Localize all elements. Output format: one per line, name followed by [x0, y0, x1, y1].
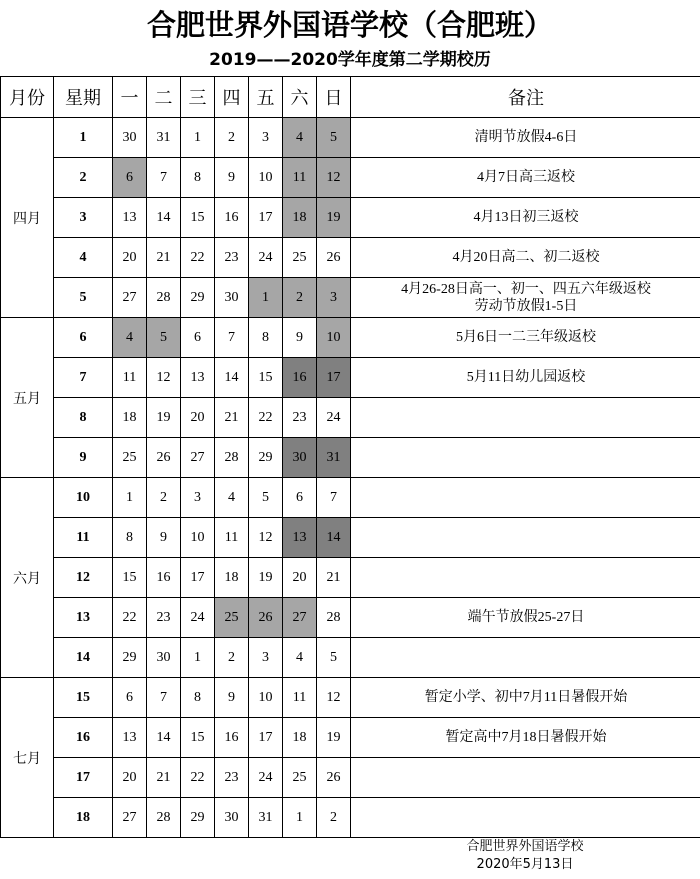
day-cell: 26	[317, 758, 351, 798]
week-number: 1	[54, 118, 113, 158]
day-cell: 4	[283, 638, 317, 678]
month-label: 七月	[1, 678, 54, 838]
day-cell: 24	[317, 398, 351, 438]
note-line: 4月13日初三返校	[351, 209, 700, 226]
week-header: 星期	[54, 77, 113, 118]
week-number: 17	[54, 758, 113, 798]
day-cell: 8	[113, 518, 147, 558]
week-row	[1, 198, 700, 238]
day-cell: 13	[113, 718, 147, 758]
day-cell: 21	[215, 398, 249, 438]
day-cell: 25	[283, 758, 317, 798]
week-row	[1, 558, 700, 598]
day-cell: 29	[113, 638, 147, 678]
day-cell: 8	[181, 158, 215, 198]
note-cell	[351, 318, 700, 358]
month-label: 四月	[1, 118, 54, 318]
day-cell: 23	[215, 238, 249, 278]
calendar-table	[0, 76, 700, 838]
day-cell: 31	[317, 438, 351, 478]
day-cell: 21	[147, 758, 181, 798]
week-row	[1, 158, 700, 198]
day-cell: 27	[181, 438, 215, 478]
note-cell	[351, 718, 700, 758]
day-cell: 25	[215, 598, 249, 638]
day-cell: 7	[215, 318, 249, 358]
day-cell: 3	[249, 118, 283, 158]
day-cell: 15	[181, 718, 215, 758]
day-cell: 20	[283, 558, 317, 598]
day-cell: 23	[283, 398, 317, 438]
day-cell: 14	[215, 358, 249, 398]
day-cell: 13	[113, 198, 147, 238]
day-cell: 23	[215, 758, 249, 798]
footer-date: 2020年5月13日	[350, 856, 700, 874]
day-cell: 22	[113, 598, 147, 638]
day-cell: 31	[147, 118, 181, 158]
week-number: 7	[54, 358, 113, 398]
week-row	[1, 518, 700, 558]
note-cell	[351, 558, 700, 598]
note-cell	[351, 758, 700, 798]
day-cell: 9	[147, 518, 181, 558]
day-cell: 18	[283, 718, 317, 758]
day-cell: 10	[317, 318, 351, 358]
day-header-thu: 四	[215, 77, 249, 118]
day-cell: 18	[283, 198, 317, 238]
day-cell: 23	[147, 598, 181, 638]
day-cell: 12	[147, 358, 181, 398]
day-cell: 7	[147, 158, 181, 198]
week-number: 18	[54, 798, 113, 838]
day-cell: 2	[215, 638, 249, 678]
week-number: 11	[54, 518, 113, 558]
note-cell	[351, 238, 700, 278]
day-cell: 19	[147, 398, 181, 438]
day-cell: 21	[317, 558, 351, 598]
day-cell: 25	[113, 438, 147, 478]
week-row	[1, 598, 700, 638]
day-cell: 26	[317, 238, 351, 278]
day-cell: 28	[147, 278, 181, 318]
week-number: 6	[54, 318, 113, 358]
day-cell: 16	[283, 358, 317, 398]
day-cell: 9	[215, 678, 249, 718]
week-number: 3	[54, 198, 113, 238]
day-cell: 4	[283, 118, 317, 158]
day-cell: 29	[249, 438, 283, 478]
day-cell: 18	[215, 558, 249, 598]
footer-school: 合肥世界外国语学校	[350, 838, 700, 856]
day-cell: 5	[249, 478, 283, 518]
week-number: 2	[54, 158, 113, 198]
week-row	[1, 398, 700, 438]
day-cell: 22	[181, 758, 215, 798]
day-cell: 2	[317, 798, 351, 838]
day-cell: 14	[317, 518, 351, 558]
day-cell: 9	[215, 158, 249, 198]
note-cell	[351, 158, 700, 198]
note-line: 端午节放假25-27日	[351, 609, 700, 626]
day-cell: 17	[249, 718, 283, 758]
day-cell: 30	[113, 118, 147, 158]
day-cell: 26	[147, 438, 181, 478]
week-row	[1, 798, 700, 838]
day-cell: 11	[283, 678, 317, 718]
day-cell: 6	[113, 678, 147, 718]
day-cell: 27	[113, 798, 147, 838]
day-cell: 28	[215, 438, 249, 478]
day-cell: 30	[215, 798, 249, 838]
day-cell: 4	[113, 318, 147, 358]
day-cell: 22	[181, 238, 215, 278]
week-row	[1, 438, 700, 478]
day-cell: 17	[317, 358, 351, 398]
day-cell: 29	[181, 278, 215, 318]
day-cell: 4	[215, 478, 249, 518]
day-cell: 17	[249, 198, 283, 238]
note-cell	[351, 598, 700, 638]
day-cell: 19	[317, 718, 351, 758]
week-row	[1, 638, 700, 678]
note-cell	[351, 518, 700, 558]
day-cell: 24	[249, 238, 283, 278]
note-line: 5月6日一二三年级返校	[351, 329, 700, 346]
week-number: 4	[54, 238, 113, 278]
day-cell: 24	[249, 758, 283, 798]
week-row	[1, 758, 700, 798]
day-cell: 11	[113, 358, 147, 398]
header-row	[1, 77, 700, 118]
day-cell: 10	[249, 678, 283, 718]
day-header-sat: 六	[283, 77, 317, 118]
day-cell: 1	[283, 798, 317, 838]
week-number: 16	[54, 718, 113, 758]
day-cell: 28	[147, 798, 181, 838]
day-cell: 6	[283, 478, 317, 518]
day-cell: 20	[113, 238, 147, 278]
week-number: 15	[54, 678, 113, 718]
day-header-mon: 一	[113, 77, 147, 118]
day-header-tue: 二	[147, 77, 181, 118]
week-row	[1, 678, 700, 718]
day-cell: 15	[181, 198, 215, 238]
day-cell: 7	[147, 678, 181, 718]
day-cell: 29	[181, 798, 215, 838]
day-cell: 1	[181, 638, 215, 678]
day-cell: 13	[181, 358, 215, 398]
note-cell	[351, 398, 700, 438]
note-cell	[351, 478, 700, 518]
week-row	[1, 718, 700, 758]
note-line: 清明节放假4-6日	[351, 129, 700, 146]
week-row	[1, 318, 700, 358]
week-row	[1, 358, 700, 398]
day-cell: 21	[147, 238, 181, 278]
week-number: 9	[54, 438, 113, 478]
day-cell: 13	[283, 518, 317, 558]
day-cell: 16	[147, 558, 181, 598]
day-cell: 14	[147, 198, 181, 238]
day-cell: 8	[249, 318, 283, 358]
day-cell: 10	[249, 158, 283, 198]
week-row	[1, 278, 700, 318]
day-cell: 22	[249, 398, 283, 438]
day-cell: 3	[249, 638, 283, 678]
note-cell	[351, 198, 700, 238]
notes-header: 备注	[351, 77, 700, 118]
month-label: 五月	[1, 318, 54, 478]
month-label: 六月	[1, 478, 54, 678]
day-cell: 1	[181, 118, 215, 158]
day-cell: 15	[249, 358, 283, 398]
day-cell: 27	[113, 278, 147, 318]
note-cell	[351, 278, 700, 318]
day-cell: 19	[249, 558, 283, 598]
day-header-fri: 五	[249, 77, 283, 118]
day-cell: 3	[317, 278, 351, 318]
day-cell: 11	[283, 158, 317, 198]
day-cell: 1	[249, 278, 283, 318]
page-title: 合肥世界外国语学校（合肥班）	[0, 4, 700, 46]
day-cell: 17	[181, 558, 215, 598]
day-cell: 5	[317, 118, 351, 158]
day-cell: 1	[113, 478, 147, 518]
day-cell: 6	[113, 158, 147, 198]
week-row	[1, 238, 700, 278]
day-cell: 31	[249, 798, 283, 838]
day-cell: 19	[317, 198, 351, 238]
note-cell	[351, 678, 700, 718]
day-cell: 27	[283, 598, 317, 638]
note-line: 劳动节放假1-5日	[351, 298, 700, 315]
note-cell	[351, 638, 700, 678]
day-cell: 3	[181, 478, 215, 518]
day-cell: 30	[147, 638, 181, 678]
day-cell: 25	[283, 238, 317, 278]
note-line: 暂定高中7月18日暑假开始	[351, 729, 700, 746]
day-cell: 5	[147, 318, 181, 358]
page-subtitle: 2019——2020学年度第二学期校历	[0, 46, 700, 74]
day-cell: 12	[249, 518, 283, 558]
day-cell: 30	[283, 438, 317, 478]
day-cell: 18	[113, 398, 147, 438]
day-cell: 28	[317, 598, 351, 638]
day-cell: 8	[181, 678, 215, 718]
week-number: 12	[54, 558, 113, 598]
day-cell: 30	[215, 278, 249, 318]
week-number: 13	[54, 598, 113, 638]
day-cell: 26	[249, 598, 283, 638]
note-cell	[351, 798, 700, 838]
day-header-sun: 日	[317, 77, 351, 118]
note-line: 4月26-28日高一、初一、四五六年级返校	[351, 281, 700, 298]
note-line: 暂定小学、初中7月11日暑假开始	[351, 689, 700, 706]
note-cell	[351, 358, 700, 398]
day-cell: 16	[215, 718, 249, 758]
footer	[350, 836, 700, 879]
week-number: 10	[54, 478, 113, 518]
day-cell: 9	[283, 318, 317, 358]
week-number: 14	[54, 638, 113, 678]
note-line: 4月20日高二、初二返校	[351, 249, 700, 266]
note-line: 4月7日高三返校	[351, 169, 700, 186]
day-cell: 20	[113, 758, 147, 798]
week-row	[1, 478, 700, 518]
note-cell	[351, 438, 700, 478]
week-row	[1, 118, 700, 158]
day-cell: 16	[215, 198, 249, 238]
day-cell: 20	[181, 398, 215, 438]
day-cell: 10	[181, 518, 215, 558]
note-line: 5月11日幼儿园返校	[351, 369, 700, 386]
week-number: 8	[54, 398, 113, 438]
day-cell: 12	[317, 158, 351, 198]
day-cell: 2	[147, 478, 181, 518]
day-cell: 11	[215, 518, 249, 558]
day-cell: 14	[147, 718, 181, 758]
day-header-wed: 三	[181, 77, 215, 118]
month-header: 月份	[1, 77, 54, 118]
day-cell: 24	[181, 598, 215, 638]
day-cell: 7	[317, 478, 351, 518]
note-cell	[351, 118, 700, 158]
day-cell: 6	[181, 318, 215, 358]
day-cell: 15	[113, 558, 147, 598]
week-number: 5	[54, 278, 113, 318]
day-cell: 2	[283, 278, 317, 318]
day-cell: 2	[215, 118, 249, 158]
day-cell: 12	[317, 678, 351, 718]
day-cell: 5	[317, 638, 351, 678]
